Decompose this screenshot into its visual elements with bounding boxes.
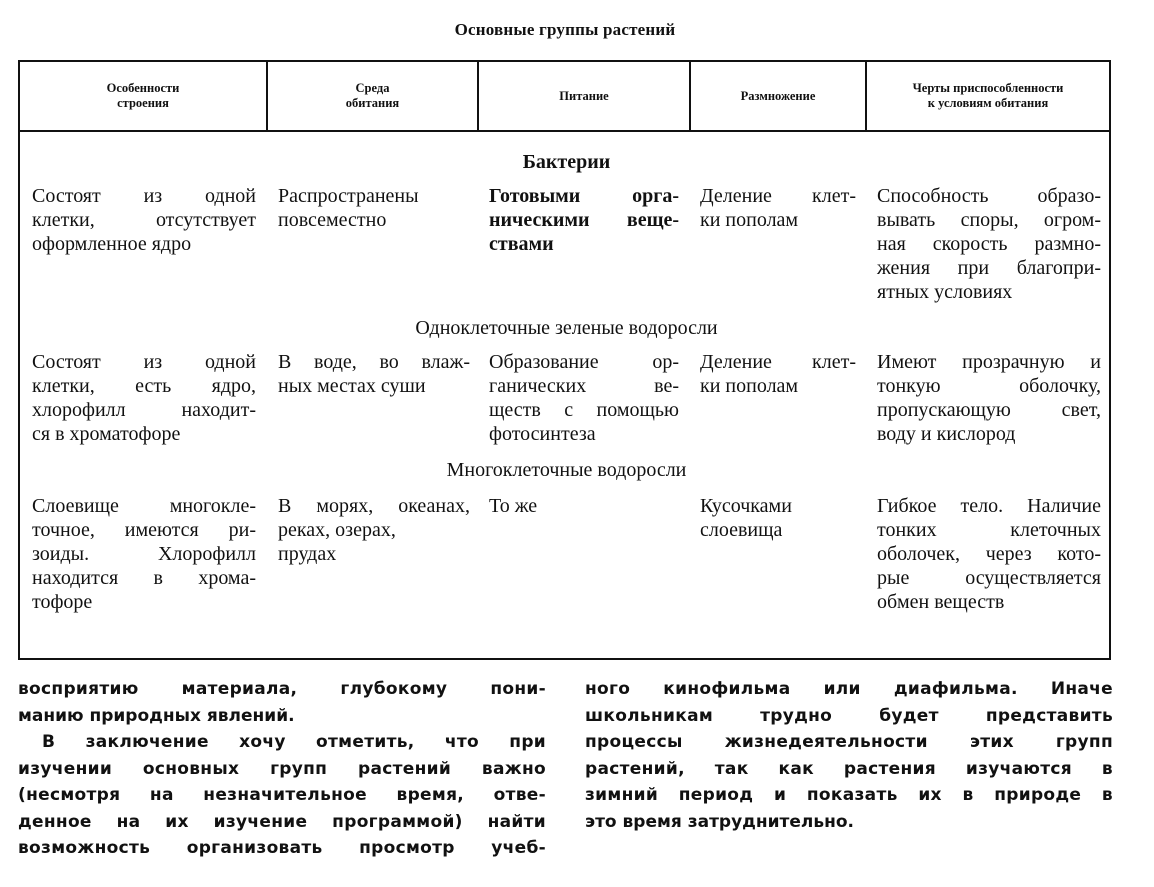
cell-nutrition: То же	[489, 495, 538, 517]
text-line: растений, так как растения изучаются в	[585, 758, 1113, 779]
cell-adaptations: Способность образо- вывать споры, огром- ная скорость размно- жения при благопри- ятных условиях	[877, 185, 1101, 303]
article-text-right-column	[585, 676, 1113, 835]
header-nutrition: Питание	[479, 62, 691, 130]
text-line: (несмотря на незначительное время, отве-	[18, 785, 546, 805]
cell-habitat: Распространены повсеместно	[278, 185, 419, 231]
cell-adaptations: Имеют прозрачную и тонкую оболочку, пропускающую свет, воду и кислород	[877, 351, 1101, 445]
page-title: Основные группы растений	[454, 20, 676, 39]
header-adaptations: Черты приспособленности к условиям обитания	[912, 81, 1064, 110]
group-title-unicellular-algae: Одноклеточные зеленые водоросли	[415, 317, 718, 339]
text-line: В заключение хочу отметить, что при	[42, 732, 546, 752]
plant-groups-table	[18, 60, 1111, 660]
text-line: восприятию материала, глубокому пони-	[18, 679, 546, 699]
text-line: ного кинофильма или диафильма. Иначе	[585, 679, 1113, 699]
group-title-multicellular-algae: Многоклеточные водоросли	[446, 459, 687, 481]
table-header-row	[20, 62, 1109, 132]
header-habitat: Среда обитания	[268, 62, 479, 130]
text-line: денное на их изучение программой) найти	[18, 811, 546, 832]
text-line: возможность организовать просмотр учеб-	[18, 838, 546, 858]
cell-habitat: В морях, океанах, реках, озерах, прудах	[278, 495, 470, 565]
cell-habitat: В воде, во влаж- ных местах суши	[278, 351, 470, 397]
text-line: школьникам трудно будет представить	[585, 705, 1113, 726]
cell-reproduction: Деление клет- ки пополам	[700, 185, 856, 231]
text-line: процессы жизнедеятельности этих групп	[585, 732, 1113, 752]
cell-nutrition: Образование ор- ганических ве- ществ с помощью фотосинтеза	[489, 351, 679, 445]
cell-structure: Слоевище многокле- точное, имеются ри- зоиды. Хлорофилл находится в хрома- тофоре	[32, 495, 256, 613]
cell-adaptations: Гибкое тело. Наличие тонких клеточных оболочек, через кото- рые осуществляется обмен веществ	[877, 495, 1101, 613]
cell-structure: Состоят из одной клетки, отсутствует оформленное ядро	[32, 185, 256, 255]
text-line: это время затруднительно.	[585, 811, 855, 832]
text-line: изучении основных групп растений важно	[18, 758, 546, 779]
text-line: зимний период и показать их в природе в	[585, 785, 1113, 805]
cell-reproduction: Деление клет- ки пополам	[700, 351, 856, 397]
header-structure: Особенности строения	[20, 62, 268, 130]
cell-nutrition: Готовыми орга- ническими веще- ствами	[489, 185, 679, 255]
header-reproduction: Размножение	[691, 62, 867, 130]
cell-structure: Состоят из одной клетки, есть ядро, хлорофилл находит- ся в хроматофоре	[32, 351, 256, 445]
article-text-left-column	[18, 676, 546, 862]
cell-reproduction: Кусочками слоевища	[700, 495, 792, 541]
group-title-bacteria: Бактерии	[522, 151, 611, 173]
text-line: манию природных явлений.	[18, 705, 295, 726]
